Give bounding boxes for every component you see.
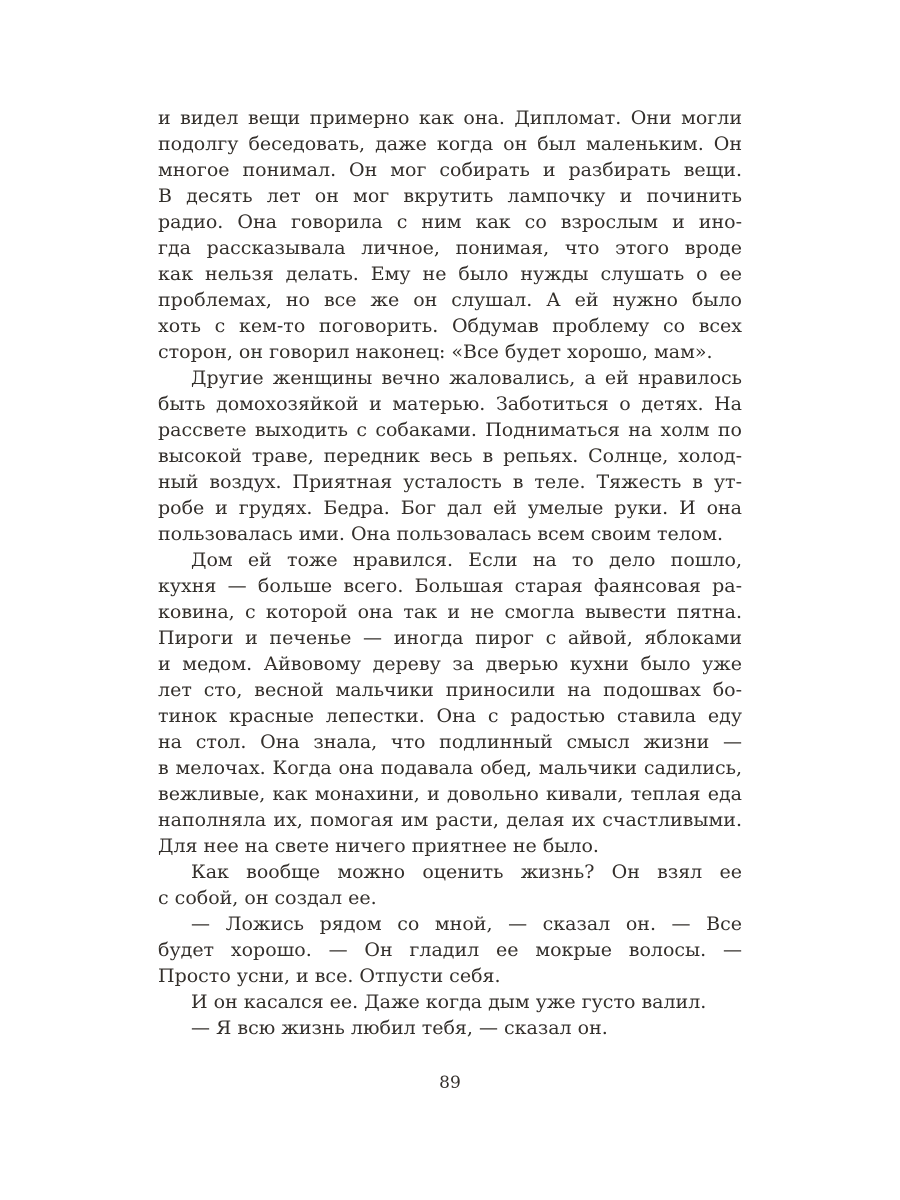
paragraph: [158, 547, 742, 859]
paragraph: [158, 1015, 742, 1041]
text-line: быть домохозяйкой и матерью. Заботиться о детях. На: [158, 393, 742, 415]
text-line: В десять лет он мог вкрутить лампочку и починить: [158, 185, 742, 207]
text-line: Другие женщины вечно жаловались, а ей нравилось: [191, 367, 742, 389]
paragraph: [158, 911, 742, 989]
text-line: тинок красные лепестки. Она с радостью ставила еду: [158, 705, 742, 727]
text-line: — Ложись рядом со мной, — сказал он. — Все: [191, 913, 742, 935]
text-line: вежливые, как монахини, и довольно кивали, теплая еда: [158, 783, 742, 805]
paragraph: [158, 859, 742, 911]
text-line: будет хорошо. — Он гладил ее мокрые волосы. —: [158, 939, 742, 961]
text-line: ный воздух. Приятная усталость в теле. Тяжесть в ут-: [158, 471, 742, 493]
text-line: наполняла их, помогая им расти, делая их счастливыми.: [158, 809, 742, 831]
text-line: робе и грудях. Бедра. Бог дал ей умелые руки. И она: [158, 497, 742, 519]
text-line: Как вообще можно оценить жизнь? Он взял ее: [191, 861, 742, 883]
paragraph: [158, 365, 742, 547]
text-line: в мелочах. Когда она подавала обед, мальчики садились,: [158, 757, 742, 779]
text-line: кухня — больше всего. Большая старая фаянсовая ра-: [158, 575, 742, 597]
page-number: 89: [439, 1073, 461, 1093]
text-line: радио. Она говорила с ним как со взрослым и ино-: [158, 211, 742, 233]
text-line: рассвете выходить с собаками. Подниматься на холм по: [158, 419, 742, 441]
text-line: Дом ей тоже нравился. Если на то дело пошло,: [191, 549, 742, 571]
text-line: гда рассказывала личное, понимая, что этого вроде: [158, 237, 742, 259]
text-line: и медом. Айвовому дереву за дверью кухни было уже: [158, 653, 742, 675]
text-line: и видел вещи примерно как она. Дипломат. Они могли: [158, 107, 742, 129]
text-line: Просто усни, и все. Отпусти себя.: [158, 965, 501, 987]
text-line: — Я всю жизнь любил тебя, — сказал он.: [191, 1017, 608, 1039]
text-line: пользовалась ими. Она пользовалась всем своим телом.: [158, 523, 724, 545]
text-line: сторон, он говорил наконец: «Все будет хорошо, мам».: [158, 341, 713, 363]
text-line: хоть с кем-то поговорить. Обдумав проблему со всех: [158, 315, 742, 337]
text-line: с собой, он создал ее.: [158, 887, 377, 909]
text-line: И он касался ее. Даже когда дым уже густо валил.: [191, 991, 707, 1013]
text-line: подолгу беседовать, даже когда он был маленьким. Он: [158, 133, 742, 155]
text-line: многое понимал. Он мог собирать и разбирать вещи.: [158, 159, 742, 181]
page-text: [158, 105, 742, 1041]
paragraph: [158, 105, 742, 365]
text-line: проблемах, но все же он слушал. А ей нужно было: [158, 289, 742, 311]
paragraph: [158, 989, 742, 1015]
text-line: Для нее на свете ничего приятнее не было.: [158, 835, 599, 857]
text-line: лет сто, весной мальчики приносили на подошвах бо-: [158, 679, 742, 701]
text-line: как нельзя делать. Ему не было нужды слушать о ее: [158, 263, 742, 285]
text-line: ковина, с которой она так и не смогла вывести пятна.: [158, 601, 742, 623]
text-line: высокой траве, передник весь в репьях. Солнце, холод-: [158, 445, 742, 467]
text-line: Пироги и печенье — иногда пирог с айвой, яблоками: [158, 627, 742, 649]
text-line: на стол. Она знала, что подлинный смысл жизни —: [158, 731, 742, 753]
